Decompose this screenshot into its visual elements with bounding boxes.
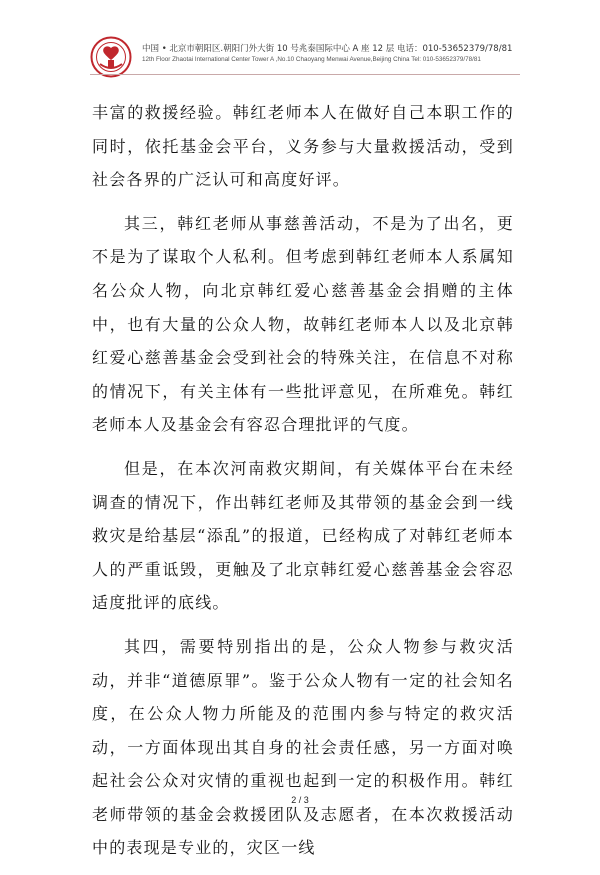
organization-logo-icon xyxy=(90,36,132,78)
header-address-chinese: 中国 • 北京市朝阳区.朝阳门外大街 10 号兆泰国际中心 A 座 12 层 电话：010-53652379/78/81 xyxy=(142,44,513,54)
paragraph: 但是，在本次河南救灾期间，有关媒体平台在未经调查的情况下，作出韩红老师及其带领的基金会到一线救灾是给基层“添乱”的报道，已经构成了对韩红老师本人的严重诋毁，更触及了北京韩红爱心慈善基金会容忍适度批评的底线。 xyxy=(92,458,514,613)
paragraph: 丰富的救援经验。韩红老师本人在做好自己本职工作的同时，依托基金会平台，义务参与大量救援活动，受到社会各界的广泛认可和高度好评。 xyxy=(92,103,514,190)
page-number: 2 / 3 xyxy=(291,795,309,805)
paragraph: 其四，需要特别指出的是，公众人物参与救灾活动，并非“道德原罪”。鉴于公众人物有一定的社会知名度，在公众人物力所能及的范围内参与特定的救灾活动，一方面体现出其自身的社会责任感，另一方面对唤起社会公众对灾情的重视也起到一定的积极作用。韩红老师带领的基金会救援团队及志愿者，在本次救援活动中的表现是专业的，灾区一线 xyxy=(92,636,514,858)
header-divider xyxy=(90,74,520,75)
document-body xyxy=(92,96,514,875)
paragraph: 其三，韩红老师从事慈善活动，不是为了出名，更不是为了谋取个人私利。但考虑到韩红老师本人系属知名公众人物，向北京韩红爱心慈善基金会捐赠的主体中，也有大量的公众人物，故韩红老师本人以及北京韩红爱心慈善基金会受到社会的特殊关注，在信息不对称的情况下，有关主体有一些批评意见，在所难免。韩红老师本人及基金会有容忍合理批评的气度。 xyxy=(92,213,514,435)
header-address-english: 12th Floor Zhaotai International Center Tower A ,No.10 Chaoyang Menwai Avenue,Beijing China Tel: 010-53652379/78/81 xyxy=(142,56,481,63)
